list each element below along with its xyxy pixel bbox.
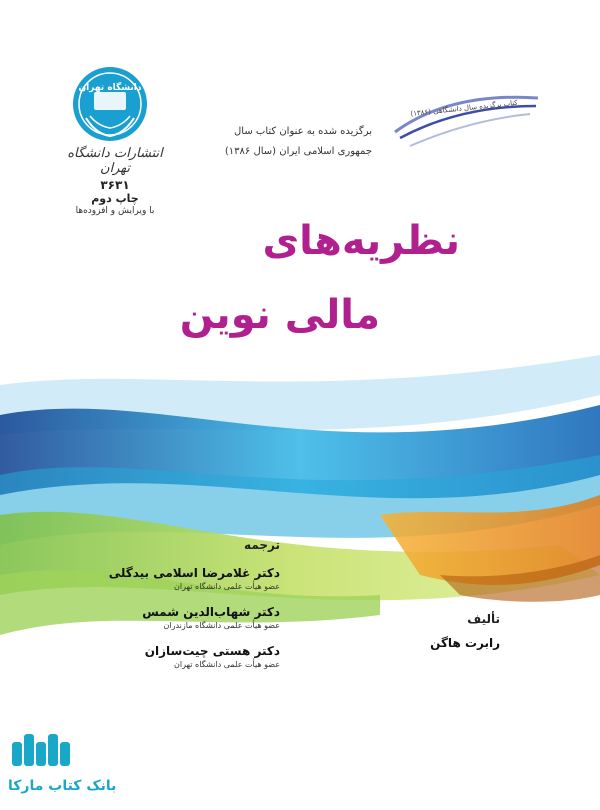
publisher-name: انتشارات دانشگاه تهران xyxy=(67,146,163,176)
book-title-line-1: نظریه‌های xyxy=(262,218,460,264)
translator-name: دکتر شهاب‌الدین شمس xyxy=(142,605,280,619)
seal-text: دانشگاه تهران xyxy=(78,83,142,93)
revision-note: با ویرایش و افزوده‌ها xyxy=(75,206,155,216)
series-number: ۳۶۳۱ xyxy=(100,178,130,192)
award-badge-text: کتاب برگزیده سال دانشگاهی (۱۳۸۶) xyxy=(410,98,519,118)
marka-logo-icon xyxy=(10,728,74,768)
book-title-line-2: مالی نوین xyxy=(179,292,380,338)
author-label: تألیف xyxy=(467,612,500,626)
award-line-2: جمهوری اسلامی ایران (سال ۱۳۸۶) xyxy=(224,146,372,157)
translator-item xyxy=(80,605,280,630)
award-line-1: برگزیده شده به عنوان کتاب سال xyxy=(234,126,372,137)
translator-affiliation: عضو هیأت علمی دانشگاه تهران xyxy=(174,660,280,669)
university-seal-icon xyxy=(72,66,148,142)
translator-item xyxy=(80,644,280,669)
translators-label: ترجمه xyxy=(244,538,280,552)
translator-affiliation: عضو هیأت علمی دانشگاه مازندران xyxy=(163,621,280,630)
translator-name: دکتر غلامرضا اسلامی بیدگلی xyxy=(108,566,280,580)
award-text xyxy=(200,122,372,162)
translator-name: دکتر هستی چیت‌سازان xyxy=(144,644,280,658)
author-section xyxy=(380,612,500,650)
watermark-text[interactable]: بانک کتاب مارکا xyxy=(8,778,117,794)
translator-affiliation: عضو هیأت علمی دانشگاه تهران xyxy=(174,582,280,591)
edition: چاپ دوم xyxy=(91,192,139,205)
translator-item xyxy=(80,566,280,591)
publisher-block xyxy=(60,146,170,216)
author-name: رابرت هاگن xyxy=(430,636,500,650)
translators-section xyxy=(80,538,280,669)
